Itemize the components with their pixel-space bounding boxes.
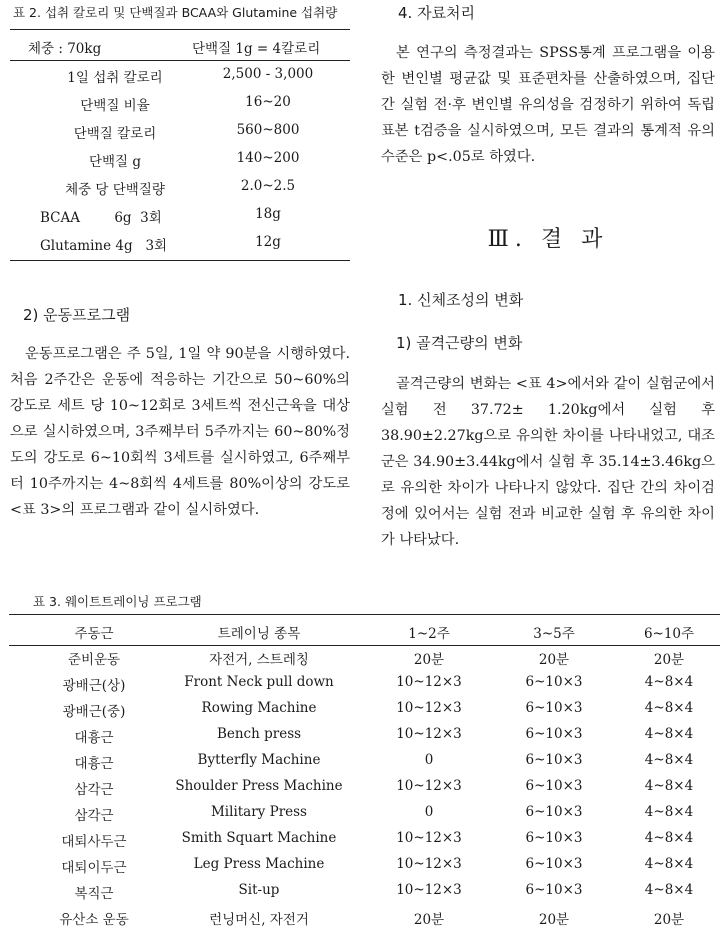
table3-header-cell: 1~2주 xyxy=(408,626,450,642)
table3-cell: 6~10×3 xyxy=(525,830,583,846)
table2-header-right: 단백질 1g = 4칼로리 xyxy=(192,41,321,57)
table3-cell: 유산소 운동 xyxy=(59,912,129,928)
table2-row-value: 2,500 - 3,000 xyxy=(222,66,314,82)
table-row xyxy=(9,644,720,670)
table3-cell: 4~8×4 xyxy=(644,804,694,820)
table3-cell: Rowing Machine xyxy=(201,700,317,716)
table3-cell: 복직근 xyxy=(74,886,114,902)
table3-cell: 20분 xyxy=(538,912,570,928)
table2-row-label: BCAA 6g 3회 xyxy=(40,210,162,226)
table-row xyxy=(9,852,720,878)
table2-row xyxy=(10,234,350,258)
table3-cell: 4~8×4 xyxy=(644,882,694,898)
table2-row-value: 16~20 xyxy=(245,94,291,110)
section-heading-skeletal-muscle: 1) 골격근량의 변화 xyxy=(396,334,523,352)
table3-cell: 런닝머신, 자전거 xyxy=(209,912,309,928)
table3-cell: 10~12×3 xyxy=(396,778,462,794)
table3-caption: 표 3. 웨이트트레이닝 프로그램 xyxy=(33,594,202,609)
table3-cell: 6~10×3 xyxy=(525,700,583,716)
table2-row-value: 2.0~2.5 xyxy=(240,178,296,194)
table-row xyxy=(9,670,720,696)
table3-cell: 4~8×4 xyxy=(644,830,694,846)
table-row xyxy=(9,774,720,800)
table2-row-label: 단백질 칼로리 xyxy=(73,126,157,142)
table3-cell: 10~12×3 xyxy=(396,726,462,742)
table3-cell: 삼각근 xyxy=(74,808,114,824)
table3-cell: 10~12×3 xyxy=(396,882,462,898)
table3-cell: Smith Squart Machine xyxy=(181,830,337,846)
table3-cell: 6~10×3 xyxy=(525,804,583,820)
table3-cell: 6~10×3 xyxy=(525,752,583,768)
table3-body xyxy=(9,644,720,930)
table3-cell: 대퇴사두근 xyxy=(61,834,127,850)
results-chapter-title: Ⅲ. 결 과 xyxy=(487,227,609,252)
table3-cell: 6~10×3 xyxy=(525,882,583,898)
table3-cell: 광배근(중) xyxy=(62,704,126,720)
table3-header-cell: 6~10주 xyxy=(643,626,695,642)
table3-cell: 6~10×3 xyxy=(525,726,583,742)
table3-cell: 0 xyxy=(424,752,434,768)
table3-cell: 20분 xyxy=(653,652,685,668)
table3-cell: 4~8×4 xyxy=(644,856,694,872)
table-row xyxy=(9,800,720,826)
table3-header-cell: 주동근 xyxy=(74,626,114,642)
table2-row-label: 체중 당 단백질량 xyxy=(65,182,165,198)
table2-row xyxy=(10,150,350,174)
table3-cell: 광배근(상) xyxy=(62,678,126,694)
table3-cell: 10~12×3 xyxy=(396,700,462,716)
exercise-program-paragraph: 운동프로그램은 주 5일, 1일 약 90분을 시행하였다. 처음 2주간은 운동에 적응하는 기간으로 50~60%의 강도로 세트 당 10~12회로 3세트씩 전신근육을 대상으로 실시하였으며, 3주째부터 5주까지는 60~80%정도의 강도로 6~10회씩 3세트를 실시하였고, 6주째부터 10주까지는 4~8회씩 4세트를 80%이상의 강도로 <표 3>의 프로그램과 같이 실시하였다. xyxy=(10,346,350,518)
table2-header-rule xyxy=(10,60,350,61)
section-heading-body-composition: 1. 신체조성의 변화 xyxy=(398,291,524,309)
table2-row xyxy=(10,178,350,202)
table2-bottom-rule xyxy=(10,260,350,261)
table3-cell: 대퇴이두근 xyxy=(61,860,127,876)
table3-cell: Front Neck pull down xyxy=(184,674,334,690)
table3-cell: 4~8×4 xyxy=(644,674,694,690)
table-row xyxy=(9,826,720,852)
table2-row xyxy=(10,66,350,90)
table3-cell: 10~12×3 xyxy=(396,674,462,690)
table3-cell: Leg Press Machine xyxy=(193,856,325,872)
table3-cell: 6~10×3 xyxy=(525,674,583,690)
table3-cell: 10~12×3 xyxy=(396,830,462,846)
table2-row xyxy=(10,122,350,146)
table2-row-label: 1일 섭취 칼로리 xyxy=(67,70,163,86)
table3-cell: 0 xyxy=(424,804,434,820)
table2-row-value: 12g xyxy=(255,234,281,250)
table3-cell: 6~10×3 xyxy=(525,778,583,794)
table3-cell: 20분 xyxy=(413,652,445,668)
table3-header-row xyxy=(9,622,720,642)
section-heading-exercise-program: 2) 운동프로그램 xyxy=(23,306,131,324)
table2-row-value: 140~200 xyxy=(236,150,300,166)
table2-row-value: 560~800 xyxy=(236,122,300,138)
table-row xyxy=(9,722,720,748)
table3-cell: 4~8×4 xyxy=(644,752,694,768)
table2-row-label: Glutamine 4g 3회 xyxy=(40,238,168,254)
table3-cell: Bench press xyxy=(216,726,302,742)
table2-row xyxy=(10,94,350,118)
table-row xyxy=(9,696,720,722)
table3-cell: 삼각근 xyxy=(74,782,114,798)
table2-row-label: 단백질 g xyxy=(88,154,142,170)
table3-top-rule xyxy=(9,614,720,615)
table3-cell: 6~10×3 xyxy=(525,856,583,872)
table-row xyxy=(9,748,720,774)
table3-cell: Military Press xyxy=(210,804,307,820)
table3-cell: 대흉근 xyxy=(74,730,114,746)
table2-row-value: 18g xyxy=(255,206,281,222)
table3-cell: 20분 xyxy=(653,912,685,928)
table3-cell: 자전거, 스트레칭 xyxy=(209,652,309,668)
table3-cell: Shoulder Press Machine xyxy=(175,778,343,794)
table3-cell: 4~8×4 xyxy=(644,726,694,742)
table3-cell: 10~12×3 xyxy=(396,856,462,872)
section-heading-data-processing: 4. 자료처리 xyxy=(398,4,476,22)
table3-header-cell: 트레이닝 종목 xyxy=(217,626,301,642)
table-row xyxy=(9,904,720,930)
table2-top-rule xyxy=(10,29,350,30)
table3-cell: Sit-up xyxy=(238,882,280,898)
table2-row-label: 단백질 비율 xyxy=(80,98,150,114)
table3-cell: 준비운동 xyxy=(67,652,121,668)
skeletal-muscle-paragraph: 골격근량의 변화는 <표 4>에서와 같이 실험군에서 실험 전 37.72± 1.20kg에서 실험 후 38.90±2.27kg으로 유의한 차이를 나타내었고, 대조군은 34.90±3.44kg에서 실험 후 35.14±3.46kg으로 유의한 차이가 나타나지 않았다. 집단 간의 차이검정에 있어서는 실험 전과 비교한 실험 후 유의한 차이가 나타났다. xyxy=(381,376,715,548)
table3-cell: 4~8×4 xyxy=(644,778,694,794)
table2-row xyxy=(10,206,350,230)
table3-cell: 20분 xyxy=(413,912,445,928)
table-row xyxy=(9,878,720,904)
table3-cell: Bytterfly Machine xyxy=(197,752,321,768)
table3-header-cell: 3~5주 xyxy=(533,626,575,642)
table2-header-left: 체중 : 70kg xyxy=(28,41,102,57)
table3-cell: 4~8×4 xyxy=(644,700,694,716)
table3-cell: 대흉근 xyxy=(74,756,114,772)
table3-cell: 20분 xyxy=(538,652,570,668)
table2-caption: 표 2. 섭취 칼로리 및 단백질과 BCAA와 Glutamine 섭취량 xyxy=(13,5,338,20)
data-processing-paragraph: 본 연구의 측정결과는 SPSS통계 프로그램을 이용한 변인별 평균값 및 표준편차를 산출하였으며, 집단 간 실험 전·후 변인별 유의성을 검정하기 위하여 독립표본 t검증을 실시하였으며, 모든 결과의 통계적 유의수준은 p<.05로 하였다. xyxy=(381,45,715,165)
